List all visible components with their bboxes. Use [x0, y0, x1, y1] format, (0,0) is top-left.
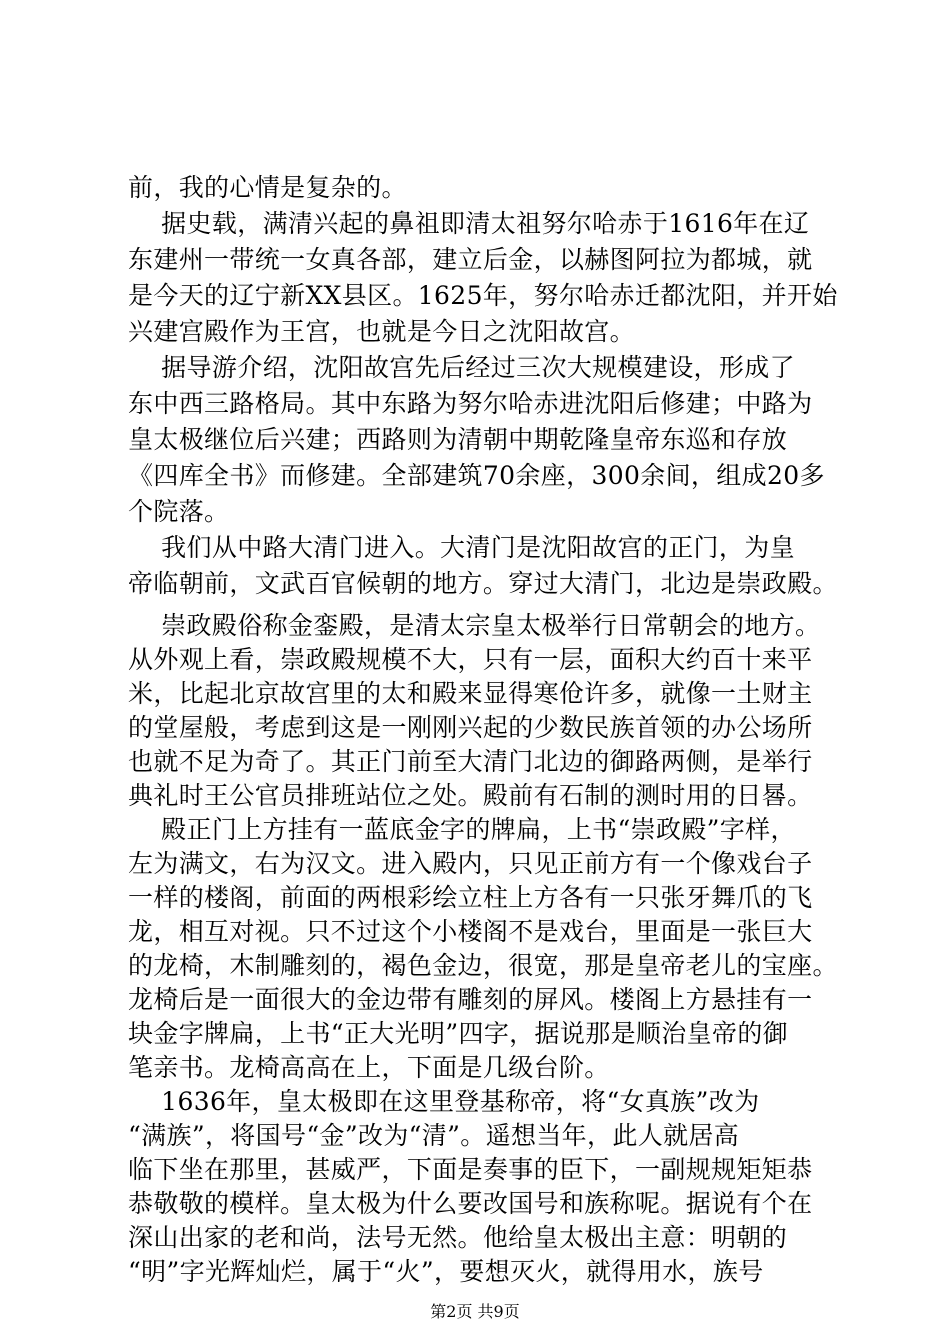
text-line: 临下坐在那里，甚威严，下面是奏事的臣下，一副规规矩矩恭	[128, 1155, 813, 1184]
text-line: 也就不足为奇了。其正门前至大清门北边的御路两侧，是举行	[128, 747, 813, 776]
text-line: 龙椅后是一面很大的金边带有雕刻的屏风。楼阁上方悬挂有一	[128, 985, 813, 1014]
text-line: “明”字光辉灿烂，属于“火”，要想灭火，就得用水，族号	[128, 1257, 764, 1286]
text-line: 据导游介绍，沈阳故宫先后经过三次大规模建设，形成了	[128, 353, 795, 382]
text-line: 是今天的辽宁新XX县区。1625年，努尔哈赤迁都沈阳，并开始	[128, 281, 838, 310]
text-line: 个院落。	[128, 497, 230, 526]
text-line: 殿正门上方挂有一蓝底金字的牌扁，上书“崇政殿”字样，	[128, 815, 796, 844]
text-line: 据史载，满清兴起的鼻祖即清太祖努尔哈赤于1616年在辽	[128, 209, 810, 238]
text-line: 左为满文，右为汉文。进入殿内，只见正前方有一个像戏台子	[128, 849, 813, 878]
text-line: 恭敬敬的模样。皇太极为什么要改国号和族称呢。据说有个在	[128, 1189, 813, 1218]
text-line: 龙，相互对视。只不过这个小楼阁不是戏台，里面是一张巨大	[128, 917, 813, 946]
text-line: 深山出家的老和尚，法号无然。他给皇太极出主意：明朝的	[128, 1223, 788, 1252]
text-line: 块金字牌扁，上书“正大光明”四字，据说那是顺治皇帝的御	[128, 1019, 789, 1048]
text-line: 东中西三路格局。其中东路为努尔哈赤进沈阳后修建；中路为	[128, 389, 813, 418]
text-line: 一样的楼阁，前面的两根彩绘立柱上方各有一只张牙舞爪的飞	[128, 883, 813, 912]
text-line: 崇政殿俗称金銮殿，是清太宗皇太极举行日常朝会的地方。	[128, 611, 821, 640]
text-line: 兴建宫殿作为王宫，也就是今日之沈阳故宫。	[128, 317, 636, 346]
text-line: 的龙椅，木制雕刻的，褐色金边，很宽，那是皇帝老儿的宝座。	[128, 951, 838, 980]
page-footer: 第2页 共9页	[430, 1302, 520, 1321]
text-line: 笔亲书。龙椅高高在上，下面是几级台阶。	[128, 1053, 610, 1082]
text-line: 东建州一带统一女真各部，建立后金，以赫图阿拉为都城，就	[128, 245, 813, 274]
text-line: 帝临朝前，文武百官候朝的地方。穿过大清门，北边是崇政殿。	[128, 569, 838, 598]
text-line: 1636年，皇太极即在这里登基称帝，将“女真族”改为	[128, 1087, 760, 1116]
text-line: 《四库全书》而修建。全部建筑70余座，300余间，组成20多	[128, 461, 825, 490]
text-line: 典礼时王公官员排班站位之处。殿前有石制的测时用的日晷。	[128, 781, 813, 810]
text-line: 我们从中路大清门进入。大清门是沈阳故宫的正门，为皇	[128, 533, 795, 562]
text-line: “满族”，将国号“金”改为“清”。遥想当年，此人就居高	[128, 1121, 740, 1150]
text-line: 皇太极继位后兴建；西路则为清朝中期乾隆皇帝东巡和存放	[128, 425, 788, 454]
text-line: 的堂屋般，考虑到这是一刚刚兴起的少数民族首领的办公场所	[128, 713, 813, 742]
text-line: 从外观上看，崇政殿规模不大，只有一层，面积大约百十来平	[128, 645, 813, 674]
text-line: 米，比起北京故宫里的太和殿来显得寒伧许多，就像一土财主	[128, 679, 813, 708]
text-line: 前，我的心情是复杂的。	[128, 173, 407, 202]
